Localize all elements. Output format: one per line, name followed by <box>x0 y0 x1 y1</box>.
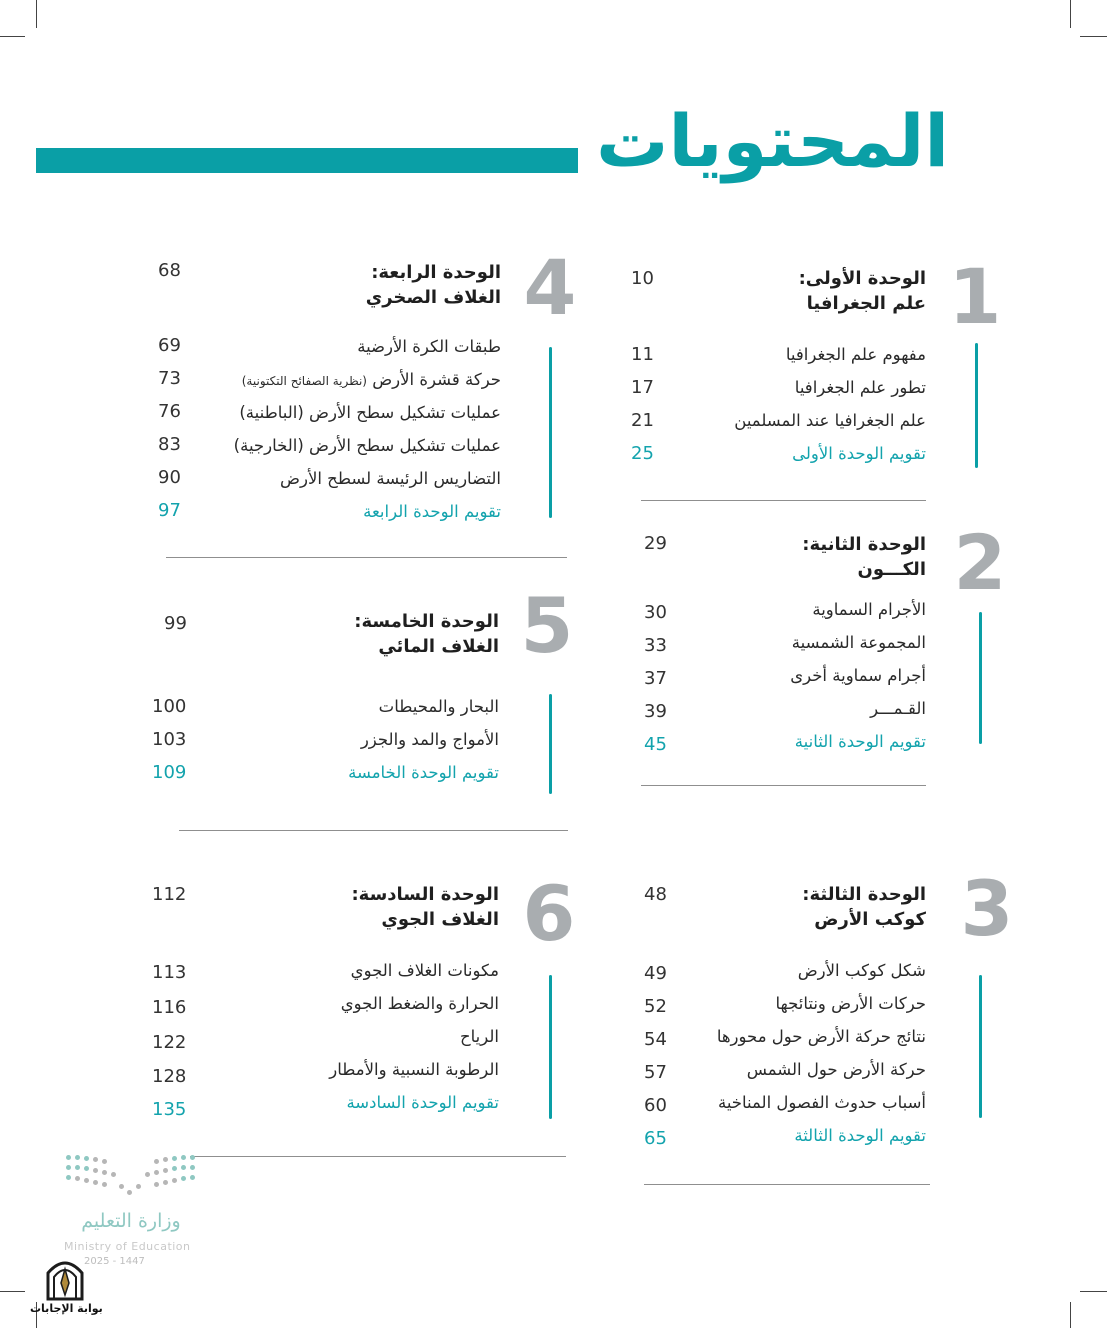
toc-item: التضاريس الرئيسة لسطح الأرض <box>280 469 501 488</box>
unit-number: 1 <box>948 252 1002 341</box>
toc-page: 57 <box>644 1062 667 1083</box>
toc-page: 21 <box>631 410 654 431</box>
toc-page: 17 <box>631 377 654 398</box>
toc-item-evaluation: تقويم الوحدة الثالثة <box>794 1126 926 1145</box>
toc-page: 30 <box>644 602 667 623</box>
unit-number: 3 <box>960 864 1014 953</box>
unit-page-number: 29 <box>644 533 667 554</box>
section-divider <box>190 1156 566 1157</box>
toc-item: نتائج حركة الأرض حول محورها <box>716 1027 926 1046</box>
page-title: المحتويات <box>596 99 949 183</box>
toc-page: 83 <box>158 434 181 455</box>
unit-heading-line2: الغلاف الجوي <box>381 909 499 930</box>
toc-item: مفهوم علم الجغرافيا <box>785 345 926 364</box>
toc-page: 39 <box>644 701 667 722</box>
toc-page: 109 <box>152 762 187 783</box>
toc-page: 76 <box>158 401 181 422</box>
unit-page-number: 68 <box>158 260 181 281</box>
unit-page-number: 112 <box>152 884 187 905</box>
toc-item: حركة الأرض حول الشمس <box>746 1060 926 1079</box>
unit-number: 6 <box>522 869 576 958</box>
toc-item: المجموعة الشمسية <box>791 633 926 652</box>
toc-page: 122 <box>152 1032 187 1053</box>
toc-item-evaluation: تقويم الوحدة الأولى <box>792 444 926 463</box>
toc-page: 49 <box>644 963 667 984</box>
toc-item: أجرام سماوية أخرى <box>790 666 926 685</box>
unit-heading-line2: الغلاف المائي <box>378 636 499 657</box>
toc-item: حركات الأرض ونتائجها <box>775 994 926 1013</box>
toc-item-evaluation: تقويم الوحدة الرابعة <box>363 502 501 521</box>
unit-heading-line1: الوحدة الرابعة: <box>371 262 501 283</box>
unit-heading-line1: الوحدة الأولى: <box>798 268 926 289</box>
unit-page-number: 99 <box>164 613 187 634</box>
toc-page: 45 <box>644 734 667 755</box>
toc-page: 37 <box>644 668 667 689</box>
toc-page: 54 <box>644 1029 667 1050</box>
toc-item: الرطوبة النسبية والأمطار <box>329 1060 499 1079</box>
unit-heading-line2: كوكب الأرض <box>814 909 926 930</box>
toc-page: 11 <box>631 344 654 365</box>
crop-mark <box>36 0 37 28</box>
crop-mark <box>0 36 25 37</box>
section-divider <box>641 785 926 786</box>
ministry-logo-icon <box>64 1150 200 1200</box>
unit-heading-line1: الوحدة السادسة: <box>351 884 499 905</box>
unit-heading-line1: الوحدة الثانية: <box>802 534 926 555</box>
toc-page: 97 <box>158 500 181 521</box>
toc-page: 52 <box>644 996 667 1017</box>
unit-heading-line1: الوحدة الثالثة: <box>802 884 926 905</box>
toc-item: عمليات تشكيل سطح الأرض (الباطنية) <box>239 403 501 422</box>
section-divider <box>179 830 568 831</box>
unit-vertical-rule <box>979 975 982 1118</box>
unit-vertical-rule <box>549 975 552 1119</box>
ministry-name-english: Ministry of Education <box>64 1240 191 1253</box>
toc-page: 60 <box>644 1095 667 1116</box>
crop-mark <box>1080 1291 1107 1292</box>
unit-heading <box>351 882 499 932</box>
toc-item: القـمـــر <box>870 699 926 718</box>
toc-item: أسباب حدوث الفصول المناخية <box>717 1093 926 1112</box>
toc-item: تطور علم الجغرافيا <box>794 378 926 397</box>
toc-item: الأجرام السماوية <box>812 600 926 619</box>
unit-number: 2 <box>953 518 1007 607</box>
toc-item: البحار والمحيطات <box>378 697 499 716</box>
toc-page: 90 <box>158 467 181 488</box>
unit-heading <box>366 260 501 310</box>
unit-heading <box>802 882 926 932</box>
unit-vertical-rule <box>549 694 552 794</box>
toc-item: علم الجغرافيا عند المسلمين <box>734 411 926 430</box>
unit-number: 4 <box>523 243 577 332</box>
toc-page: 128 <box>152 1066 187 1087</box>
toc-item-evaluation: تقويم الوحدة الثانية <box>794 732 926 751</box>
ministry-year: 2025 - 1447 <box>84 1256 145 1267</box>
ministry-name-arabic: وزارة التعليم <box>81 1210 181 1232</box>
unit-heading <box>799 266 926 316</box>
toc-item: الرياح <box>460 1027 499 1046</box>
section-divider <box>166 557 567 558</box>
section-divider <box>641 500 926 501</box>
toc-item-evaluation: تقويم الوحدة السادسة <box>346 1093 499 1112</box>
toc-page: 69 <box>158 335 181 356</box>
toc-page: 25 <box>631 443 654 464</box>
toc-page: 103 <box>152 729 187 750</box>
crop-mark <box>0 1291 25 1292</box>
unit-heading <box>802 532 926 582</box>
toc-item: عمليات تشكيل سطح الأرض (الخارجية) <box>233 436 501 455</box>
toc-page: 113 <box>152 962 187 983</box>
title-accent-bar <box>36 148 578 173</box>
toc-item-label: حركة قشرة الأرض <box>372 370 501 389</box>
section-divider <box>644 1184 930 1185</box>
toc-page: 65 <box>644 1128 667 1149</box>
unit-page-number: 48 <box>644 884 667 905</box>
toc-page: 73 <box>158 368 181 389</box>
site-label: بوابة الإجابات <box>30 1302 103 1315</box>
toc-page: 135 <box>152 1099 187 1120</box>
unit-number: 5 <box>520 581 574 670</box>
unit-heading-line2: الكـــون <box>857 559 926 580</box>
toc-item: طبقات الكرة الأرضية <box>357 337 501 356</box>
toc-item: مكونات الغلاف الجوي <box>350 961 499 980</box>
unit-heading <box>354 609 499 659</box>
site-badge-icon <box>44 1255 86 1301</box>
toc-page: 116 <box>152 997 187 1018</box>
toc-item: شكل كوكب الأرض <box>797 961 926 980</box>
unit-page-number: 10 <box>631 268 654 289</box>
unit-heading-line2: علم الجغرافيا <box>806 293 926 314</box>
toc-page: 100 <box>152 696 187 717</box>
unit-heading-line1: الوحدة الخامسة: <box>354 611 499 632</box>
toc-item-note: (نظرية الصفائح التكتونية) <box>241 374 367 388</box>
toc-item <box>242 369 501 392</box>
unit-heading-line2: الغلاف الصخري <box>365 287 501 308</box>
unit-vertical-rule <box>979 612 982 744</box>
toc-item: الأمواج والمد والجزر <box>360 730 499 749</box>
unit-vertical-rule <box>549 347 552 518</box>
unit-vertical-rule <box>975 343 978 468</box>
crop-mark <box>1070 1302 1071 1328</box>
toc-item-evaluation: تقويم الوحدة الخامسة <box>348 763 499 782</box>
crop-mark <box>1070 0 1071 28</box>
toc-item: الحرارة والضغط الجوي <box>340 994 499 1013</box>
toc-page: 33 <box>644 635 667 656</box>
crop-mark <box>1080 36 1107 37</box>
